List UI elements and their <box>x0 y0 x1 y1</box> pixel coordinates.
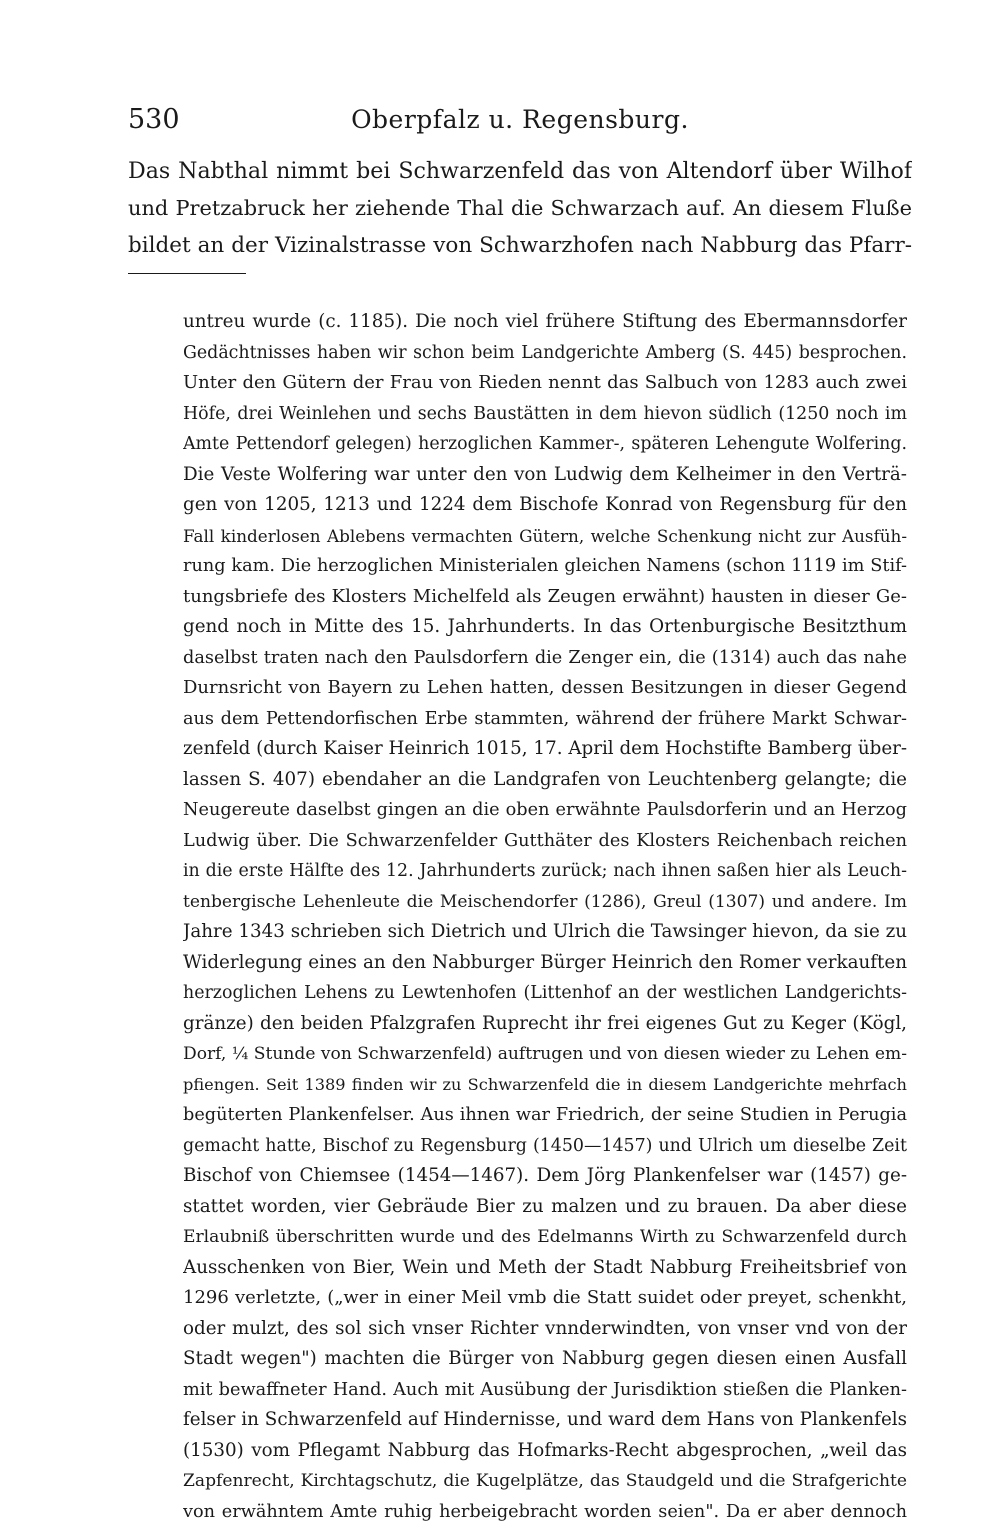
footnote-line: Bischof von Chiemsee (1454—1467). Dem Jörg Plankenfelser war (1457) ge- <box>183 1165 907 1186</box>
footnote-line: Zapfenrecht, Kirchtagschutz, die Kugelplätze, das Staudgeld und die Strafgerichte <box>183 1471 907 1491</box>
footnote-line: gen von 1205, 1213 und 1224 dem Bischofe Konrad von Regensburg für den <box>183 494 907 515</box>
footnote-line: tungsbriefe des Klosters Michelfeld als Zeugen erwähnt) hausten in dieser Ge- <box>183 585 907 607</box>
main-body-text <box>128 153 912 264</box>
footnote-line: (1530) vom Pflegamt Nabburg das Hofmarks-Recht abgesprochen, „weil das <box>183 1439 907 1461</box>
footnote-line: stattet worden, vier Gebräude Bier zu malzen und zu brauen. Da aber diese <box>183 1195 907 1217</box>
footnote-line: Durnsricht von Bayern zu Lehen hatten, dessen Besitzungen in dieser Gegend <box>183 677 907 698</box>
footnote-line: Ludwig über. Die Schwarzenfelder Gutthäter des Klosters Reichenbach reichen <box>183 830 907 851</box>
footnote-line: gränze) den beiden Pfalzgrafen Ruprecht ihr frei eigenes Gut zu Keger (Kögl, <box>183 1012 907 1034</box>
footnote-line: felser in Schwarzenfeld auf Hindernisse, und ward dem Hans von Plankenfels <box>183 1409 907 1430</box>
footnote-line: pfiengen. Seit 1389 finden wir zu Schwarzenfeld die in diesem Landgerichte mehrfach <box>183 1074 907 1094</box>
footnote-line: Neugereute daselbst gingen an die oben erwähnte Paulsdorferin und an Herzog <box>183 800 907 820</box>
footnote-line: oder mulzt, des sol sich vnser Richter vnnderwindten, von vnser vnd von der <box>183 1317 907 1339</box>
footnote-line: 1296 verletzte, („wer in einer Meil vmb die Statt suidet oder preyet, schenkht, <box>183 1287 907 1308</box>
footnote-line: rung kam. Die herzoglichen Ministerialen gleichen Namens (schon 1119 im Stif- <box>183 556 907 576</box>
footnote-line: Erlaubniß überschritten wurde und des Edelmanns Wirth zu Schwarzenfeld durch <box>183 1227 907 1247</box>
footnote-line: mit bewaffneter Hand. Auch mit Ausübung der Jurisdiktion stießen die Planken- <box>183 1379 907 1400</box>
page-number: 530 <box>128 104 180 135</box>
footnote-separator-rule <box>128 273 246 274</box>
footnote-line: Höfe, drei Weinlehen und sechs Baustätten in dem hievon südlich (1250 noch im <box>183 403 907 424</box>
main-text-line: Das Nabthal nimmt bei Schwarzenfeld das von Altendorf über Wilhof <box>128 158 912 184</box>
main-text-line: bildet an der Vizinalstrasse von Schwarzhofen nach Nabburg das Pfarr- <box>128 233 912 258</box>
footnote-line: begüterten Plankenfelser. Aus ihnen war Friedrich, der seine Studien in Perugia <box>183 1105 907 1125</box>
footnote-line: Die Veste Wolfering war unter den von Ludwig dem Kelheimer in den Verträ- <box>183 463 907 485</box>
page-header <box>128 100 912 140</box>
running-head: Oberpfalz u. Regensburg. <box>351 105 689 134</box>
footnote-line: in die erste Hälfte des 12. Jahrhunderts zurück; nach ihnen saßen hier als Leuch- <box>183 861 907 881</box>
footnote-line: Ausschenken von Bier, Wein und Meth der Stadt Nabburg Freiheitsbrief von <box>183 1256 907 1278</box>
footnote-line: tenbergische Lehenleute die Meischendorfer (1286), Greul (1307) und andere. Im <box>183 891 907 912</box>
footnote-line: Amte Pettendorf gelegen) herzoglichen Kammer-, späteren Lehengute Wolfering. <box>183 434 907 454</box>
footnote-line: daselbst traten nach den Paulsdorfern die Zenger ein, die (1314) auch das nahe <box>183 647 907 668</box>
footnote-line: gemacht hatte, Bischof zu Regensburg (1450—1457) und Ulrich um dieselbe Zeit <box>183 1135 907 1156</box>
footnote-line: Stadt wegen") machten die Bürger von Nabburg gegen diesen einen Ausfall <box>183 1348 907 1369</box>
footnote-line: Dorf, ¼ Stunde von Schwarzenfeld) auftrugen und von diesen wieder zu Lehen em- <box>183 1044 907 1064</box>
footnote-text <box>183 307 907 1527</box>
footnote-line: aus dem Pettendorfischen Erbe stammten, während der frühere Markt Schwar- <box>183 708 907 729</box>
footnote-line: untreu wurde (c. 1185). Die noch viel frühere Stiftung des Ebermannsdorfer <box>183 311 907 332</box>
footnote-line: lassen S. 407) ebendaher an die Landgrafen von Leuchtenberg gelangte; die <box>183 768 907 790</box>
footnote-line: Unter den Gütern der Frau von Rieden nennt das Salbuch von 1283 auch zwei <box>183 372 907 393</box>
main-text-line: und Pretzabruck her ziehende Thal die Schwarzach auf. An diesem Fluße <box>128 196 912 220</box>
footnote-line: von erwähntem Amte ruhig herbeigebracht worden seien". Da er aber dennoch <box>183 1501 907 1522</box>
footnote-line: Jahre 1343 schrieben sich Dietrich und Ulrich die Tawsinger hievon, da sie zu <box>183 921 907 942</box>
footnote-line: herzoglichen Lehens zu Lewtenhofen (Littenhof an der westlichen Landgerichts- <box>183 983 907 1003</box>
footnote-line: gend noch in Mitte des 15. Jahrhunderts. In das Ortenburgische Besitzthum <box>183 616 907 637</box>
footnote-line: Fall kinderlosen Ablebens vermachten Gütern, welche Schenkung nicht zur Ausfüh- <box>183 525 907 546</box>
footnote-line: zenfeld (durch Kaiser Heinrich 1015, 17. April dem Hochstifte Bamberg über- <box>183 738 907 759</box>
footnote-line: Gedächtnisses haben wir schon beim Landgerichte Amberg (S. 445) besprochen. <box>183 342 907 363</box>
footnote-line: Widerlegung eines an den Nabburger Bürger Heinrich den Romer verkauften <box>183 951 907 973</box>
